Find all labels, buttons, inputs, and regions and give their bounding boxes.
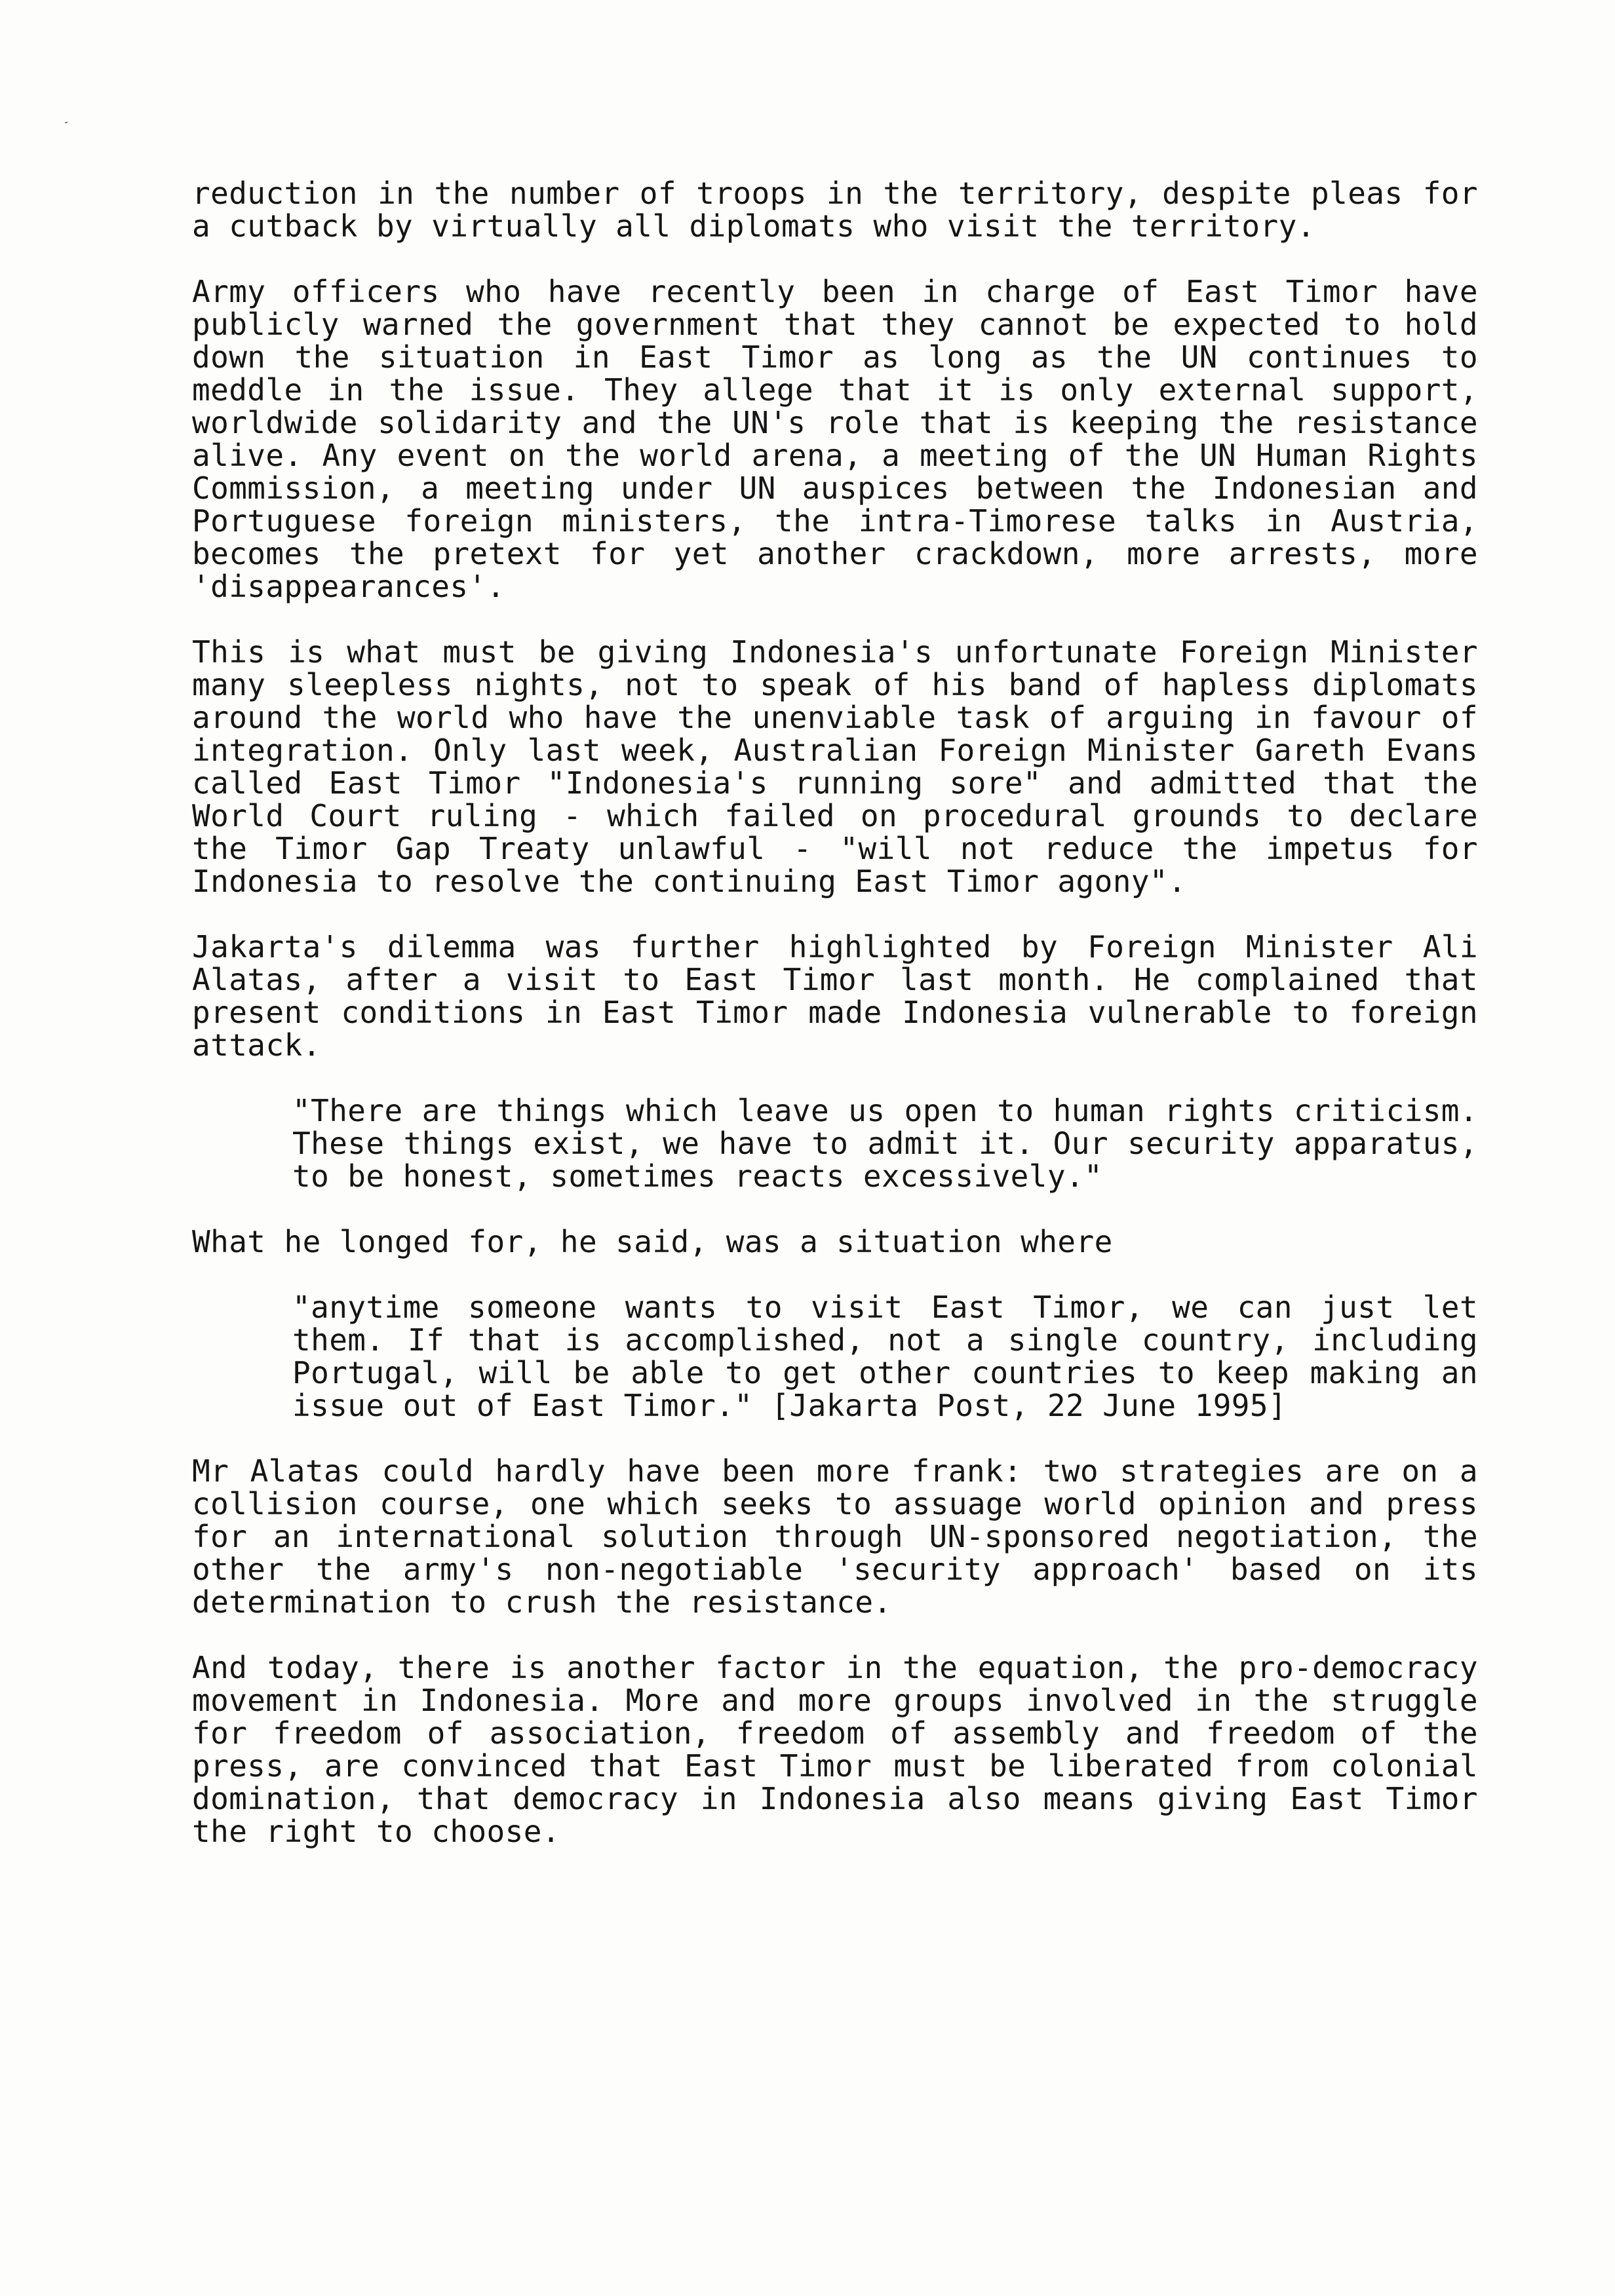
body-text-column bbox=[192, 177, 1478, 1881]
quote-anytime-visit: "anytime someone wants to visit East Timor, we can just let them. If that is accomplished, not a single country, including Portugal, will be able to get other countries to keep making an issue out of East Timor." [Jakarta Post, 22 June 1995] bbox=[292, 1290, 1478, 1423]
paragraph-foreign-minister: This is what must be giving Indonesia's unfortunate Foreign Minister many sleepless nights, not to speak of his band of hapless diplomats around the world who have the unenviable task of arguing in favour of integration. Only last week, Australian Foreign Minister Gareth Evans called East Timor "Indonesia's running sore" and admitted that the World Court ruling - which failed on procedural grounds to declare the Timor Gap Treaty unlawful - "will not reduce the impetus for Indonesia to resolve the continuing East Timor agony". bbox=[192, 634, 1478, 899]
paragraph-longed-for: What he longed for, he said, was a situation where bbox=[192, 1224, 1113, 1259]
scan-speck bbox=[65, 121, 68, 123]
paragraph-jakarta-dilemma: Jakarta's dilemma was further highlighted by Foreign Minister Ali Alatas, after a visit to East Timor last month. He complained that present conditions in East Timor made Indonesia vulnerable to foreign attack. bbox=[192, 929, 1478, 1063]
paragraph-army-officers: Army officers who have recently been in charge of East Timor have publicly warned the government that they cannot be expected to hold down the situation in East Timor as long as the UN continues to meddle in the issue. They allege that it is only external support, worldwide solidarity and the UN's role that is keeping the resistance alive. Any event on the world arena, a meeting of the UN Human Rights Commission, a meeting under UN auspices between the Indonesian and Portuguese foreign ministers, the intra-Timorese talks in Austria, becomes the pretext for yet another crackdown, more arrests, more 'disappearances'. bbox=[192, 274, 1478, 604]
quote-human-rights: "There are things which leave us open to human rights criticism. These things exist, we have to admit it. Our security apparatus, to be honest, sometimes reacts excessively." bbox=[292, 1093, 1478, 1194]
paragraph-troop-reduction: reduction in the number of troops in the territory, despite pleas for a cutback by virtually all diplomats who visit the territory. bbox=[192, 176, 1478, 244]
paragraph-alatas-frank: Mr Alatas could hardly have been more frank: two strategies are on a collision course, one which seeks to assuage world opinion and press for an international solution through UN-sponsored negotiation, the other the army's non-negotiable 'security approach' based on its determination to crush the resistance. bbox=[192, 1453, 1478, 1620]
paragraph-pro-democracy: And today, there is another factor in the equation, the pro-democracy movement in Indonesia. More and more groups involved in the struggle for freedom of association, freedom of assembly and freedom of the press, are convinced that East Timor must be liberated from colonial domination, that democracy in Indonesia also means giving East Timor the right to choose. bbox=[192, 1650, 1478, 1849]
